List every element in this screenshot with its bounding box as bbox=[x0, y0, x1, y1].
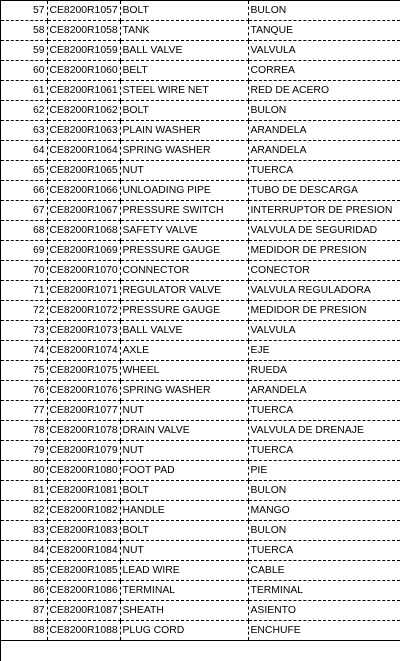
table-row bbox=[1, 41, 400, 61]
part-code-cell: CE8200R1068 bbox=[47, 221, 120, 241]
row-number-cell: 77 bbox=[1, 401, 47, 421]
english-name-cell: BOLT bbox=[120, 521, 248, 541]
row-number-cell: 81 bbox=[1, 481, 47, 501]
english-name-cell: LEAD WIRE bbox=[120, 561, 248, 581]
row-number-cell: 58 bbox=[1, 21, 47, 41]
english-name-cell: BALL VALVE bbox=[120, 321, 248, 341]
row-number-cell: 67 bbox=[1, 201, 47, 221]
english-name-cell: AXLE bbox=[120, 341, 248, 361]
english-name-cell: UNLOADING PIPE bbox=[120, 181, 248, 201]
spanish-name-cell: TUBO DE DESCARGA bbox=[248, 181, 400, 201]
table-row bbox=[1, 321, 400, 341]
parts-table bbox=[1, 1, 400, 641]
table-row bbox=[1, 301, 400, 321]
part-code-cell: CE8200R1070 bbox=[47, 261, 120, 281]
table-row bbox=[1, 281, 400, 301]
row-number-cell: 82 bbox=[1, 501, 47, 521]
part-code-cell: CE8200R1066 bbox=[47, 181, 120, 201]
part-code-cell: CE8200R1084 bbox=[47, 541, 120, 561]
table-row bbox=[1, 501, 400, 521]
spanish-name-cell: CONECTOR bbox=[248, 261, 400, 281]
english-name-cell: HANDLE bbox=[120, 501, 248, 521]
table-row bbox=[1, 241, 400, 261]
english-name-cell: BOLT bbox=[120, 101, 248, 121]
english-name-cell: BALL VALVE bbox=[120, 41, 248, 61]
english-name-cell: WHEEL bbox=[120, 361, 248, 381]
part-code-cell: CE8200R1079 bbox=[47, 441, 120, 461]
row-number-cell: 84 bbox=[1, 541, 47, 561]
row-number-cell: 83 bbox=[1, 521, 47, 541]
row-number-cell: 60 bbox=[1, 61, 47, 81]
english-name-cell: TERMINAL bbox=[120, 581, 248, 601]
part-code-cell: CE8200R1065 bbox=[47, 161, 120, 181]
spanish-name-cell: BULON bbox=[248, 101, 400, 121]
spanish-name-cell: MEDIDOR DE PRESION bbox=[248, 241, 400, 261]
table-row bbox=[1, 161, 400, 181]
table-row bbox=[1, 381, 400, 401]
row-number-cell: 88 bbox=[1, 621, 47, 641]
row-number-cell: 75 bbox=[1, 361, 47, 381]
table-row bbox=[1, 541, 400, 561]
english-name-cell: FOOT PAD bbox=[120, 461, 248, 481]
row-number-cell: 78 bbox=[1, 421, 47, 441]
part-code-cell: CE8200R1067 bbox=[47, 201, 120, 221]
spanish-name-cell: VALVULA bbox=[248, 41, 400, 61]
table-row bbox=[1, 101, 400, 121]
spanish-name-cell: VALVULA DE DRENAJE bbox=[248, 421, 400, 441]
part-code-cell: CE8200R1058 bbox=[47, 21, 120, 41]
row-number-cell: 63 bbox=[1, 121, 47, 141]
spanish-name-cell: BULON bbox=[248, 481, 400, 501]
english-name-cell: SAFETY VALVE bbox=[120, 221, 248, 241]
table-row bbox=[1, 261, 400, 281]
english-name-cell: PRESSURE SWITCH bbox=[120, 201, 248, 221]
row-number-cell: 70 bbox=[1, 261, 47, 281]
part-code-cell: CE8200R1078 bbox=[47, 421, 120, 441]
row-number-cell: 71 bbox=[1, 281, 47, 301]
part-code-cell: CE8200R1076 bbox=[47, 381, 120, 401]
part-code-cell: CE8200R1075 bbox=[47, 361, 120, 381]
row-number-cell: 57 bbox=[1, 1, 47, 21]
spanish-name-cell: ARANDELA bbox=[248, 141, 400, 161]
english-name-cell: NUT bbox=[120, 441, 248, 461]
english-name-cell: SHEATH bbox=[120, 601, 248, 621]
spanish-name-cell: TUERCA bbox=[248, 401, 400, 421]
part-code-cell: CE8200R1057 bbox=[47, 1, 120, 21]
table-row bbox=[1, 601, 400, 621]
english-name-cell: SPRING WASHER bbox=[120, 141, 248, 161]
spanish-name-cell: RUEDA bbox=[248, 361, 400, 381]
part-code-cell: CE8200R1074 bbox=[47, 341, 120, 361]
row-number-cell: 79 bbox=[1, 441, 47, 461]
english-name-cell: STEEL WIRE NET bbox=[120, 81, 248, 101]
spanish-name-cell: BULON bbox=[248, 521, 400, 541]
table-row bbox=[1, 361, 400, 381]
row-number-cell: 61 bbox=[1, 81, 47, 101]
table-row bbox=[1, 221, 400, 241]
part-code-cell: CE8200R1059 bbox=[47, 41, 120, 61]
table-row bbox=[1, 141, 400, 161]
part-code-cell: CE8200R1061 bbox=[47, 81, 120, 101]
spanish-name-cell: TANQUE bbox=[248, 21, 400, 41]
spanish-name-cell: TUERCA bbox=[248, 161, 400, 181]
row-number-cell: 66 bbox=[1, 181, 47, 201]
part-code-cell: CE8200R1086 bbox=[47, 581, 120, 601]
english-name-cell: BOLT bbox=[120, 481, 248, 501]
row-number-cell: 73 bbox=[1, 321, 47, 341]
table-row bbox=[1, 201, 400, 221]
spanish-name-cell: CABLE bbox=[248, 561, 400, 581]
spanish-name-cell: PIE bbox=[248, 461, 400, 481]
english-name-cell: CONNECTOR bbox=[120, 261, 248, 281]
spanish-name-cell: ENCHUFE bbox=[248, 621, 400, 641]
row-number-cell: 64 bbox=[1, 141, 47, 161]
part-code-cell: CE8200R1064 bbox=[47, 141, 120, 161]
row-number-cell: 80 bbox=[1, 461, 47, 481]
table-row bbox=[1, 561, 400, 581]
table-row bbox=[1, 521, 400, 541]
row-number-cell: 62 bbox=[1, 101, 47, 121]
parts-table-body bbox=[1, 1, 400, 641]
row-number-cell: 65 bbox=[1, 161, 47, 181]
spanish-name-cell: ARANDELA bbox=[248, 121, 400, 141]
table-row bbox=[1, 621, 400, 641]
english-name-cell: PRESSURE GAUGE bbox=[120, 301, 248, 321]
part-code-cell: CE8200R1082 bbox=[47, 501, 120, 521]
row-number-cell: 86 bbox=[1, 581, 47, 601]
english-name-cell: NUT bbox=[120, 161, 248, 181]
spanish-name-cell: INTERRUPTOR DE PRESION bbox=[248, 201, 400, 221]
row-number-cell: 74 bbox=[1, 341, 47, 361]
row-number-cell: 87 bbox=[1, 601, 47, 621]
part-code-cell: CE8200R1072 bbox=[47, 301, 120, 321]
table-row bbox=[1, 481, 400, 501]
spanish-name-cell: VALVULA REGULADORA bbox=[248, 281, 400, 301]
table-row bbox=[1, 341, 400, 361]
spanish-name-cell: CORREA bbox=[248, 61, 400, 81]
part-code-cell: CE8200R1073 bbox=[47, 321, 120, 341]
row-number-cell: 72 bbox=[1, 301, 47, 321]
spanish-name-cell: TUERCA bbox=[248, 441, 400, 461]
spanish-name-cell: TERMINAL bbox=[248, 581, 400, 601]
part-code-cell: CE8200R1081 bbox=[47, 481, 120, 501]
table-row bbox=[1, 21, 400, 41]
part-code-cell: CE8200R1080 bbox=[47, 461, 120, 481]
table-row bbox=[1, 121, 400, 141]
row-number-cell: 85 bbox=[1, 561, 47, 581]
table-row bbox=[1, 61, 400, 81]
part-code-cell: CE8200R1088 bbox=[47, 621, 120, 641]
part-code-cell: CE8200R1085 bbox=[47, 561, 120, 581]
spanish-name-cell: VALVULA DE SEGURIDAD bbox=[248, 221, 400, 241]
part-code-cell: CE8200R1069 bbox=[47, 241, 120, 261]
part-code-cell: CE8200R1087 bbox=[47, 601, 120, 621]
part-code-cell: CE8200R1077 bbox=[47, 401, 120, 421]
row-number-cell: 76 bbox=[1, 381, 47, 401]
table-row bbox=[1, 581, 400, 601]
spanish-name-cell: EJE bbox=[248, 341, 400, 361]
table-row bbox=[1, 441, 400, 461]
spanish-name-cell: MANGO bbox=[248, 501, 400, 521]
row-number-cell: 69 bbox=[1, 241, 47, 261]
table-row bbox=[1, 1, 400, 21]
english-name-cell: NUT bbox=[120, 401, 248, 421]
english-name-cell: PRESSURE GAUGE bbox=[120, 241, 248, 261]
english-name-cell: PLUG CORD bbox=[120, 621, 248, 641]
part-code-cell: CE8200R1063 bbox=[47, 121, 120, 141]
spanish-name-cell: ARANDELA bbox=[248, 381, 400, 401]
english-name-cell: NUT bbox=[120, 541, 248, 561]
part-code-cell: CE8200R1060 bbox=[47, 61, 120, 81]
spanish-name-cell: VALVULA bbox=[248, 321, 400, 341]
part-code-cell: CE8200R1071 bbox=[47, 281, 120, 301]
part-code-cell: CE8200R1062 bbox=[47, 101, 120, 121]
spanish-name-cell: ASIENTO bbox=[248, 601, 400, 621]
spanish-name-cell: BULON bbox=[248, 1, 400, 21]
spanish-name-cell: MEDIDOR DE PRESION bbox=[248, 301, 400, 321]
spanish-name-cell: TUERCA bbox=[248, 541, 400, 561]
table-row bbox=[1, 401, 400, 421]
english-name-cell: TANK bbox=[120, 21, 248, 41]
row-number-cell: 68 bbox=[1, 221, 47, 241]
english-name-cell: DRAIN VALVE bbox=[120, 421, 248, 441]
english-name-cell: PLAIN WASHER bbox=[120, 121, 248, 141]
table-row bbox=[1, 181, 400, 201]
row-number-cell: 59 bbox=[1, 41, 47, 61]
table-row bbox=[1, 461, 400, 481]
part-code-cell: CE8200R1083 bbox=[47, 521, 120, 541]
english-name-cell: BELT bbox=[120, 61, 248, 81]
spanish-name-cell: RED DE ACERO bbox=[248, 81, 400, 101]
english-name-cell: SPRING WASHER bbox=[120, 381, 248, 401]
english-name-cell: REGULATOR VALVE bbox=[120, 281, 248, 301]
english-name-cell: BOLT bbox=[120, 1, 248, 21]
table-row bbox=[1, 81, 400, 101]
table-row bbox=[1, 421, 400, 441]
